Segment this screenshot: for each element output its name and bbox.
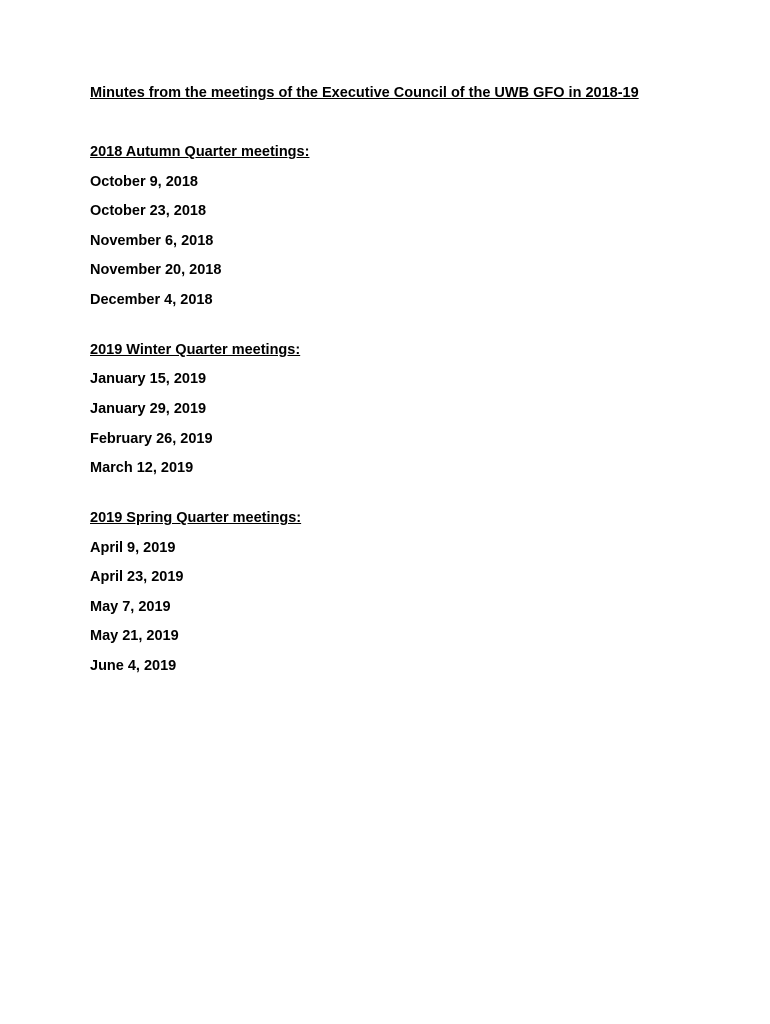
meeting-date: October 23, 2018 [90, 203, 207, 220]
meeting-date: February 26, 2019 [90, 430, 213, 447]
meeting-date: March 12, 2019 [90, 460, 194, 477]
meeting-list [90, 538, 710, 676]
meeting-date: January 15, 2019 [90, 371, 207, 388]
meeting-date: October 9, 2018 [90, 173, 198, 190]
meeting-date: December 4, 2018 [90, 291, 213, 308]
meeting-list [90, 172, 710, 310]
section-heading: 2018 Autumn Quarter meetings: [90, 144, 310, 160]
document-title: Minutes from the meetings of the Executive Council of the UWB GFO in 2018-19 [90, 85, 639, 101]
meeting-date: May 7, 2019 [90, 598, 171, 615]
meeting-date: January 29, 2019 [90, 400, 207, 417]
section-spring-2019 [90, 508, 710, 676]
meeting-date: November 20, 2018 [90, 262, 222, 279]
meeting-date: April 9, 2019 [90, 539, 176, 556]
meeting-list [90, 369, 710, 478]
meeting-date: May 21, 2019 [90, 628, 179, 645]
section-winter-2019 [90, 340, 710, 478]
section-heading: 2019 Winter Quarter meetings: [90, 341, 301, 358]
meeting-date: June 4, 2019 [90, 658, 177, 675]
document-body [90, 83, 710, 706]
meeting-date: November 6, 2018 [90, 232, 214, 249]
meeting-date: April 23, 2019 [90, 569, 184, 586]
section-autumn-2018 [90, 142, 710, 310]
section-heading: 2019 Spring Quarter meetings: [90, 510, 302, 527]
